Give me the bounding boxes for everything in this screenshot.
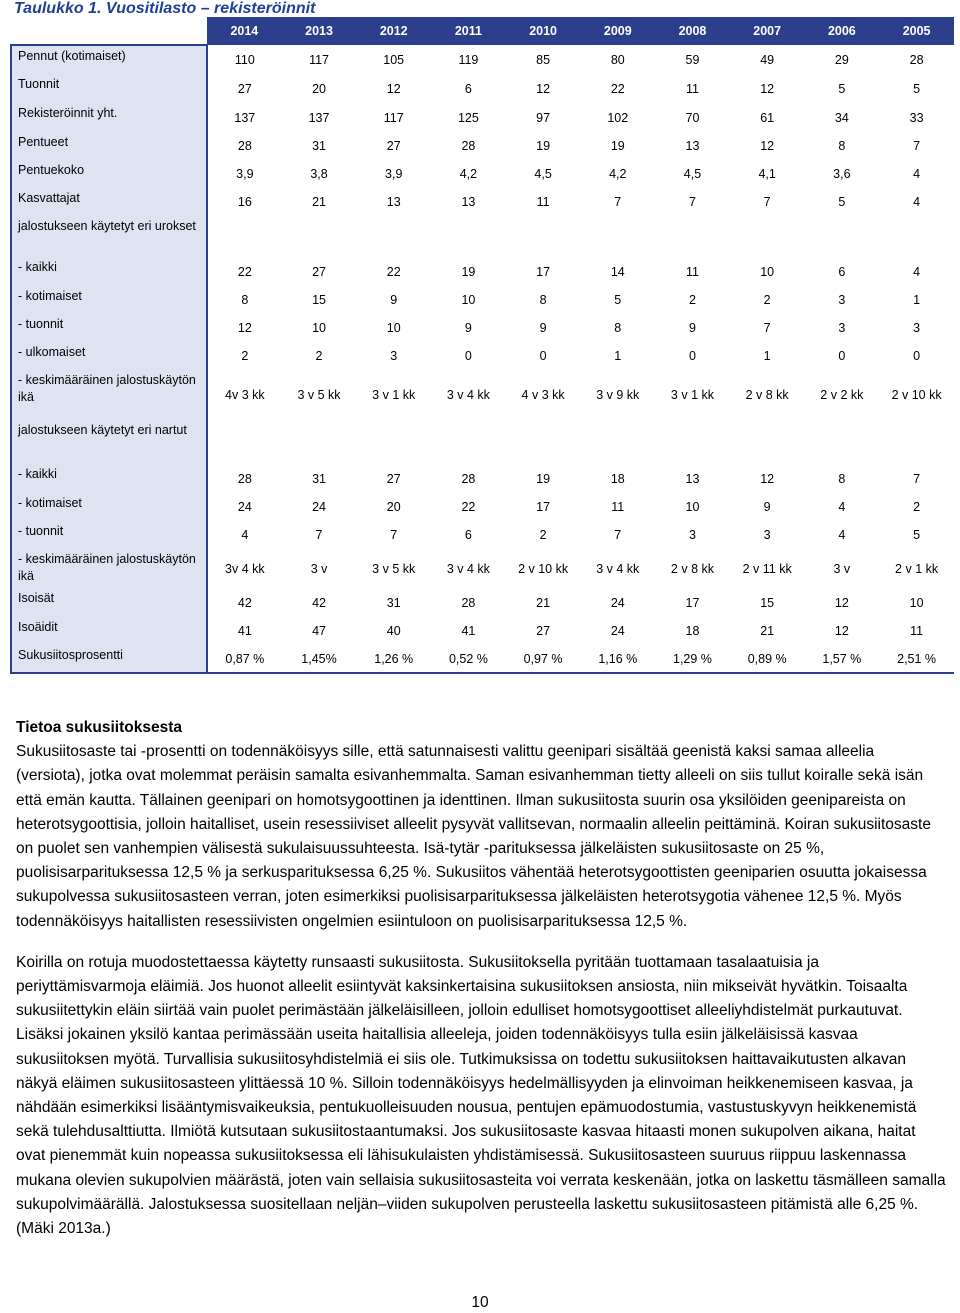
table-cell: 27 [536, 624, 551, 638]
table-cell: 0 [539, 349, 547, 363]
row-label: Isoisät [11, 588, 207, 617]
table-cell: 7 [688, 195, 696, 209]
table-row [11, 74, 954, 103]
table-cell [282, 420, 357, 464]
row-label: jalostukseen käytetyt eri nartut [11, 420, 207, 464]
row-label: - kotimaiset [11, 493, 207, 521]
page-number: 10 [471, 1294, 489, 1311]
table-cell: 119 [458, 52, 479, 67]
table-cell: 9 [539, 321, 547, 335]
year-header: 2011 [431, 17, 506, 45]
table-cell: 70 [685, 110, 700, 125]
table-cell: 2 v 10 kk [518, 561, 569, 576]
table-cell [282, 216, 357, 257]
row-label: Tuonnit [11, 74, 207, 103]
table-cell: 1 [763, 349, 771, 363]
table-cell: 28 [237, 471, 252, 486]
table-cell: 9 [464, 321, 472, 335]
table-cell: 4,5 [683, 167, 702, 181]
table-cell: 0,89 % [730, 645, 805, 673]
table-cell [506, 216, 581, 257]
table-cell: 3v 4 kk [225, 561, 265, 576]
table-cell: 12 [834, 624, 849, 638]
table-cell: 49 [760, 52, 775, 67]
table-cell: 105 [383, 52, 405, 67]
row-label: Pentuekoko [11, 160, 207, 188]
table-cell: 33 [909, 110, 924, 125]
table-cell: 2 v 2 kk [820, 388, 864, 402]
table-cell: 8 [838, 139, 846, 153]
table-cell: 5 [838, 81, 846, 96]
table-cell: 9 [763, 500, 771, 514]
table-row [11, 493, 954, 521]
table-cell: 5 [913, 81, 921, 96]
table-cell: 28 [461, 471, 476, 486]
table-cell: 7 [913, 139, 921, 153]
table-cell: 21 [312, 195, 326, 209]
table-header [11, 17, 954, 45]
table-row [11, 160, 954, 188]
table-cell: 7 [315, 528, 323, 542]
year-header-row [11, 17, 954, 45]
table-cell [730, 216, 805, 257]
table-cell: 3 [688, 528, 696, 542]
table-cell: 27 [312, 264, 326, 279]
info-heading: Tietoa sukusiitoksesta [16, 719, 182, 736]
table-cell: 22 [237, 264, 252, 279]
table-cell: 4 [241, 528, 249, 542]
table-cell: 117 [383, 110, 404, 125]
table-cell: 2 v 1 kk [895, 561, 939, 576]
table-cell: 10 [312, 321, 326, 335]
table-cell: 15 [312, 293, 326, 307]
table-cell: 3 [763, 528, 771, 542]
table-cell: 2 [241, 349, 249, 363]
table-cell: 2 [539, 528, 547, 542]
table-corner [11, 17, 207, 45]
table-cell: 27 [386, 139, 401, 153]
table-cell: 1,16 % [580, 645, 655, 673]
table-cell [805, 420, 880, 464]
table-cell: 2 [315, 349, 323, 363]
table-cell: 28 [237, 139, 252, 153]
table-cell: 3 [838, 293, 846, 307]
table-cell [730, 420, 805, 464]
table-cell: 3,6 [833, 167, 851, 181]
table-cell: 10 [909, 595, 924, 610]
table-cell: 2 [688, 293, 696, 307]
table-cell: 47 [312, 624, 326, 638]
table-cell: 14 [610, 264, 625, 279]
table-cell [879, 420, 954, 464]
year-header: 2014 [207, 17, 282, 45]
table-cell: 41 [461, 624, 476, 638]
table-cell: 0,97 % [506, 645, 581, 673]
row-label: - tuonnit [11, 314, 207, 342]
table-cell: 22 [461, 500, 476, 514]
table-cell: 137 [234, 110, 256, 125]
table-cell: 11 [685, 264, 699, 279]
table-cell: 7 [763, 321, 771, 335]
table-cell: 11 [685, 81, 699, 96]
year-header: 2012 [356, 17, 431, 45]
table-cell [580, 216, 655, 257]
row-label: - ulkomaiset [11, 342, 207, 370]
row-label: - kaikki [11, 257, 207, 286]
table-cell: 11 [910, 624, 924, 638]
table-cell: 10 [760, 264, 775, 279]
table-cell: 13 [685, 471, 700, 486]
table-cell: 22 [386, 264, 401, 279]
table-cell: 12 [760, 81, 775, 96]
table-cell: 3,9 [236, 167, 254, 181]
table-cell: 1,29 % [655, 645, 730, 673]
row-label: Sukusiitosprosentti [11, 645, 207, 673]
year-header: 2006 [805, 17, 880, 45]
year-header: 2007 [730, 17, 805, 45]
table-cell: 11 [536, 195, 550, 209]
info-section [16, 716, 946, 1241]
info-paragraph: Sukusiitosaste tai -prosentti on todennäköisyys sille, että satunnaisesti valittu geenipari sisältää geenistä kaksi samaa alleelia (versiota), jotka ovat molemmat peräisin samalta esivanhemmalta. Saman esivanhemman tietty alleeli on siis tullut koiralle sekä isän että emän kautta. Tällainen geenipari on homotsygoottinen ja identtinen. Ilman sukusiitosta suurin osa yksilöiden geenipareista on heterotsygoottisia, jolloin haitalliset, usein resessiiviset alleelit pysyvät vallitsevan, normaalin alleelin peittäminä. Koiran sukusiitosaste on puolet sen vanhempien välisestä sukulaisuussuhteesta. Isä-tytär -parituksessa jälkeläisten sukusiitosaste on 25 %, puolisisarparituksessa 12,5 % ja serkusparituksessa 6,25 %. Sukusiitos vähentää heterotsygoottisten geeniparien osuutta jokaisessa sukupolvessa sukusiitosasteen verran, joten esimerkiksi puolisisarparituksessa jälkeläisten heterotsygotia vähenee 12,5 %. Myös todennäköisyys haitallisten resessiivisten ongelmien esiintuloon on puolisisarparituksessa 12,5 %. [16, 743, 931, 930]
row-label: Rekisteröinnit yht. [11, 103, 207, 132]
table-cell: 0 [464, 349, 472, 363]
table-cell: 1 [913, 293, 921, 307]
row-label: Isoäidit [11, 617, 207, 645]
table-cell: 16 [237, 195, 252, 209]
table-cell: 6 [464, 528, 472, 542]
table-cell: 31 [312, 139, 326, 153]
table-cell: 85 [536, 52, 551, 67]
table-cell: 61 [760, 110, 775, 125]
table-cell: 24 [312, 500, 326, 514]
table-cell: 17 [536, 500, 551, 514]
table-cell: 27 [386, 471, 401, 486]
table-row [11, 132, 954, 160]
table-cell: 7 [614, 195, 622, 209]
table-cell: 102 [607, 110, 629, 125]
row-label: - tuonnit [11, 521, 207, 549]
row-label: jalostukseen käytetyt eri urokset [11, 216, 207, 257]
table-cell: 4 [838, 528, 846, 542]
table-cell: 3 v 5 kk [372, 561, 416, 576]
table-cell: 7 [614, 528, 622, 542]
row-label: - kaikki [11, 464, 207, 493]
table-cell [431, 216, 506, 257]
table-cell: 3 v 4 kk [446, 388, 490, 402]
table-cell: 28 [909, 52, 924, 67]
table-cell: 20 [386, 500, 401, 514]
table-cell [580, 420, 655, 464]
table-cell: 41 [237, 624, 252, 638]
table-cell: 2 v 8 kk [670, 561, 714, 576]
year-header: 2013 [282, 17, 357, 45]
table-cell: 11 [611, 500, 625, 514]
table-cell: 3 v 1 kk [372, 388, 416, 402]
table-cell: 12 [237, 321, 252, 335]
table-cell: 4 v 3 kk [521, 388, 565, 402]
table-cell: 4 [913, 264, 921, 279]
table-row [11, 464, 954, 493]
table-cell [655, 216, 730, 257]
table-cell: 31 [312, 471, 326, 486]
table-cell: 117 [309, 52, 329, 67]
table-cell: 1,57 % [805, 645, 880, 673]
table-cell: 3 [913, 321, 921, 335]
table-cell: 3 v 9 kk [596, 388, 640, 402]
table-cell: 4 [838, 500, 846, 514]
table-cell: 0 [913, 349, 921, 363]
table-cell: 0 [838, 349, 846, 363]
table-row [11, 45, 954, 74]
table-cell: 13 [386, 195, 401, 209]
row-label: Pentueet [11, 132, 207, 160]
table-cell [506, 420, 581, 464]
table-cell: 12 [760, 139, 775, 153]
table-cell: 7 [913, 471, 921, 486]
table-cell [356, 216, 431, 257]
table-cell: 27 [237, 81, 252, 96]
table-cell: 2 v 10 kk [891, 388, 942, 402]
table-cell: 5 [838, 195, 846, 209]
table-cell: 2 v 11 kk [742, 561, 792, 576]
table-cell: 19 [536, 471, 551, 486]
table-cell: 80 [610, 52, 625, 67]
row-label: Pennut (kotimaiset) [11, 45, 207, 74]
table-cell: 29 [834, 52, 849, 67]
table-cell: 19 [536, 139, 551, 153]
table-cell: 0,87 % [207, 645, 282, 673]
table-cell: 20 [312, 81, 326, 96]
table-row [11, 420, 954, 464]
table-cell: 24 [610, 624, 625, 638]
table-cell: 6 [464, 81, 472, 96]
row-label: Kasvattajat [11, 188, 207, 216]
table-cell: 3,8 [310, 167, 328, 181]
table-cell: 5 [614, 293, 622, 307]
table-cell [879, 216, 954, 257]
table-cell: 12 [536, 81, 551, 96]
table-cell: 17 [685, 595, 700, 610]
table-cell: 4 [913, 195, 921, 209]
table-cell: 3 v 4 kk [596, 561, 640, 576]
row-label: - keskimääräinen jalostuskäytön ikä [11, 370, 207, 420]
table-cell: 31 [386, 595, 401, 610]
table-cell: 4v 3 kk [225, 388, 265, 402]
table-cell: 3 v [310, 561, 328, 576]
table-cell: 3 v [833, 561, 851, 576]
table-cell: 4,2 [609, 167, 627, 181]
table-cell: 28 [461, 595, 476, 610]
table-cell: 3 v 5 kk [297, 388, 341, 402]
table-cell: 13 [461, 195, 476, 209]
year-header: 2009 [580, 17, 655, 45]
table-cell: 8 [539, 293, 547, 307]
table-body [11, 45, 954, 673]
table-cell: 12 [386, 81, 401, 96]
table-cell [356, 420, 431, 464]
table-row [11, 257, 954, 286]
table-cell [207, 420, 282, 464]
table-cell: 40 [386, 624, 401, 638]
table-cell: 8 [614, 321, 622, 335]
table-cell: 0 [688, 349, 696, 363]
table-row [11, 588, 954, 617]
table-row [11, 216, 954, 257]
table-cell: 4 [913, 167, 921, 181]
table-cell: 3 [838, 321, 846, 335]
table-cell: 6 [838, 264, 846, 279]
table-cell: 10 [386, 321, 401, 335]
table-cell: 3,9 [385, 167, 403, 181]
table-cell: 137 [308, 110, 330, 125]
table-cell: 125 [457, 110, 479, 125]
table-cell: 8 [241, 293, 249, 307]
table-cell: 21 [760, 624, 775, 638]
table-cell: 59 [685, 52, 700, 67]
table-cell: 24 [610, 595, 625, 610]
table-cell: 12 [834, 595, 849, 610]
table-cell: 15 [760, 595, 775, 610]
table-cell: 12 [760, 471, 775, 486]
table-cell: 7 [763, 195, 771, 209]
table-cell: 24 [237, 500, 252, 514]
table-row [11, 521, 954, 549]
table-cell: 21 [536, 595, 551, 610]
table-cell: 7 [390, 528, 398, 542]
table-cell: 4,5 [534, 167, 552, 181]
table-cell: 17 [536, 264, 551, 279]
table-cell: 19 [461, 264, 476, 279]
table-cell: 4,1 [758, 167, 776, 181]
table-cell: 13 [685, 139, 700, 153]
table-cell: 9 [390, 293, 398, 307]
table-row [11, 370, 954, 420]
table-row [11, 314, 954, 342]
table-cell: 2 [763, 293, 771, 307]
table-cell: 0,52 % [431, 645, 506, 673]
table-cell [431, 420, 506, 464]
table-cell: 2 v 8 kk [745, 388, 789, 402]
table-row [11, 617, 954, 645]
row-label: - kotimaiset [11, 286, 207, 314]
table-cell: 19 [610, 139, 625, 153]
year-header: 2005 [879, 17, 954, 45]
table-cell: 10 [685, 500, 700, 514]
info-paragraph: Koirilla on rotuja muodostettaessa käytetty runsaasti sukusiitosta. Sukusiitoksella pyritään tuottamaan tasalaatuisia ja periyttämisvarmoja eläimiä. Jos huonot alleelit esiintyvät kaksinkertaisina sukusiitoksen ansiosta, niin mikseivät hyvätkin. Toisaalta sukusiitettykin eläin siirtää vain puolet perimästään jälkeläisilleen, jolloin edulliset homotsygoottiset alleeliyhdistelmät purkautuvat. Lisäksi jokainen yksilö kantaa perimässään useita haitallisia alleeleja, joiden todennäköisyys tulla esiin jälkeläisissä kasvaa sukusiitoksen myötä. Turvallisia sukusiitosyhdistelmiä ei siis ole. Tutkimuksissa on todettu sukusiitoksen haittavaikutusten alkavan näkyä eläimen sukusiitosasteen ylittäessä 10 %. Silloin todennäköisyys hedelmällisyyden ja elinvoiman heikkenemiseen kasvaa, ja nähdään esimerkiksi lisääntymisvaikeuksia, pentukuolleisuuden nousua, pentujen epämuodostumia, vastustuskyvyn heikkenemistä sekä tulehdusalttiutta. Ilmiötä kutsutaan sukusiitostaantumaksi. Jos sukusiitosaste kasvaa hitaasti monen sukupolven aikana, haitat ovat pienemmät kuin nopeassa sukusiitoksessa eli lähisukulaisten yhdistämisessä. Sukusiitosasteen suuruus riippuu laskennassa mukana olevien sukupolvien määrästä, joten vain sellaisia sukusiitosasteita voi verrata keskenään, jotka on laskettu täsmälleen samalla sukupolvimäärällä. Jalostuksessa suositellaan neljän–viiden sukupolven perusteella laskettu sukusiitosasteen pitämistä alle 6,25 %. (Mäki 2013a.) [16, 953, 946, 1238]
table-row [11, 188, 954, 216]
table-cell: 2 [913, 500, 921, 514]
table-cell: 3 [390, 349, 398, 363]
table-row [11, 645, 954, 673]
statistics-table [10, 17, 954, 674]
table-cell: 18 [610, 471, 625, 486]
table-cell: 8 [838, 471, 846, 486]
table-row [11, 549, 954, 588]
table-cell: 18 [685, 624, 700, 638]
table-cell: 1 [614, 349, 622, 363]
table-cell: 9 [688, 321, 696, 335]
table-row [11, 342, 954, 370]
table-cell: 1,26 % [356, 645, 431, 673]
table-cell: 34 [834, 110, 849, 125]
table-cell: 22 [610, 81, 625, 96]
table-cell: 3 v 4 kk [446, 561, 490, 576]
table-cell: 42 [237, 595, 252, 610]
table-cell: 97 [536, 110, 551, 125]
table-cell [805, 216, 880, 257]
table-row [11, 103, 954, 132]
table-cell: 3 v 1 kk [670, 388, 714, 402]
table-cell: 10 [461, 293, 476, 307]
paragraph-spacer [16, 934, 946, 951]
table-cell: 4,2 [459, 167, 478, 181]
page-title: Taulukko 1. Vuositilasto – rekisteröinnit [14, 0, 316, 17]
table-cell: 2,51 % [879, 645, 954, 673]
table-cell: 5 [913, 528, 921, 542]
table-cell [655, 420, 730, 464]
table-cell: 110 [234, 52, 255, 67]
table-cell: 42 [312, 595, 326, 610]
year-header: 2010 [506, 17, 581, 45]
table-row [11, 286, 954, 314]
table-cell: 1,45% [282, 645, 357, 673]
table-cell [207, 216, 282, 257]
table-cell: 28 [461, 139, 476, 153]
year-header: 2008 [655, 17, 730, 45]
row-label: - keskimääräinen jalostuskäytön ikä [11, 549, 207, 588]
